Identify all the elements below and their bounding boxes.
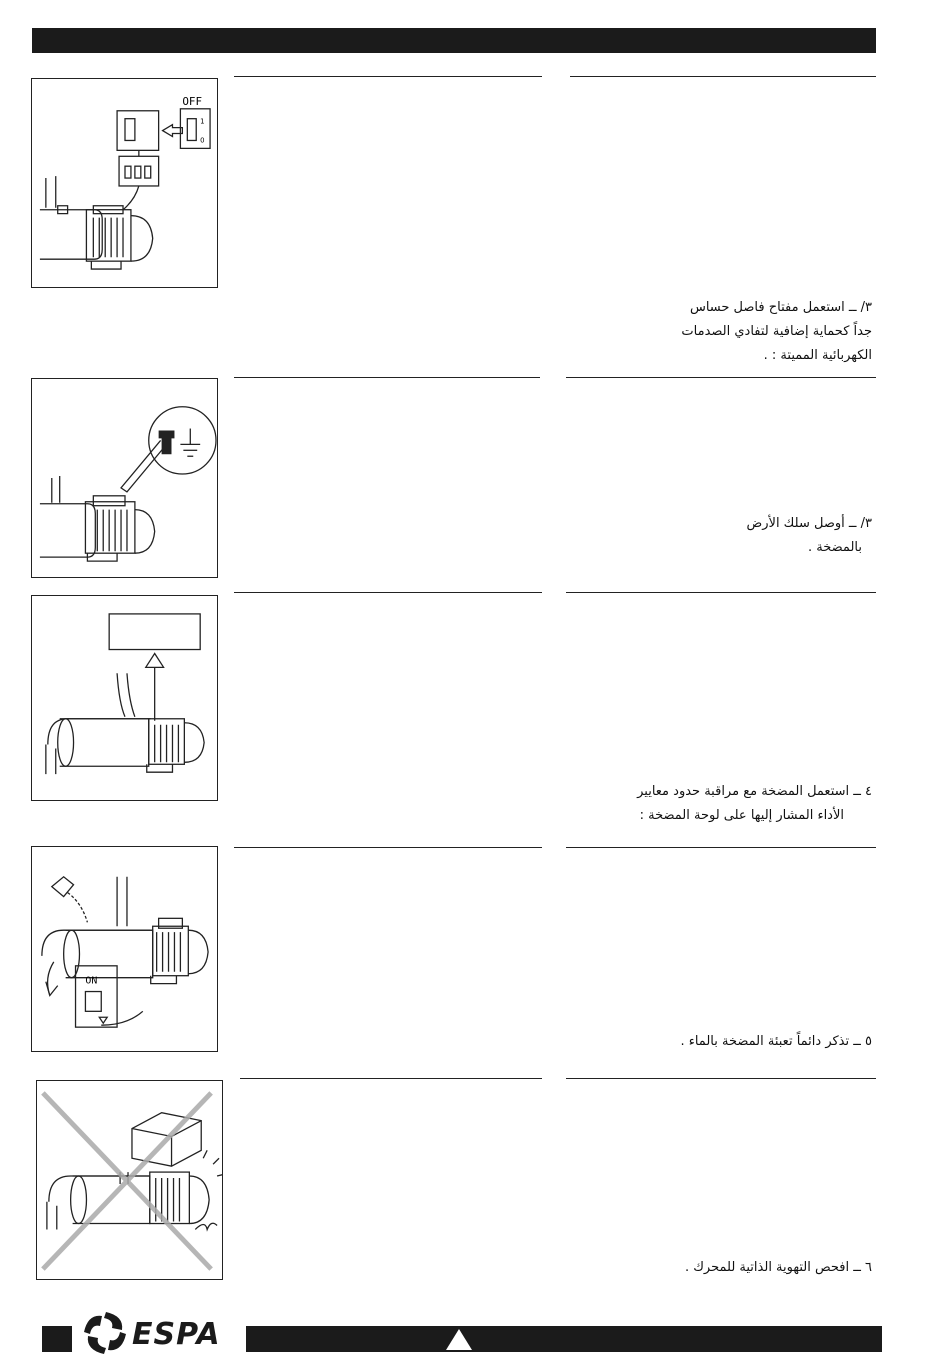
divider	[234, 377, 540, 378]
text-line: الأداء المشار إليها على لوحة المضخة :	[639, 808, 844, 823]
divider	[566, 1078, 876, 1079]
text-line: بالمضخة .	[808, 540, 862, 555]
divider	[240, 1078, 542, 1079]
text-line: ٣/ ــ أوصل سلك الأرض	[746, 516, 872, 531]
switch-off-label: OFF	[182, 94, 203, 108]
text-line: ٦ ــ افحص التهوية الذاتية للمحرك .	[684, 1260, 872, 1275]
section-3-text	[681, 296, 872, 368]
switch-off-mark: 0	[200, 136, 205, 145]
footer-square	[42, 1326, 72, 1352]
section-5-text	[637, 780, 872, 828]
footer-bar	[246, 1326, 882, 1352]
text-line: ٣/ ــ استعمل مفتاح فاصل حساس	[689, 300, 872, 315]
text-line: ٥ ــ تذكر دائماً تعبئة المضخة بالماء .	[680, 1034, 872, 1049]
text-line: جداً كحماية إضافية لتفادي الصدمات	[681, 324, 872, 339]
switch-on-mark: 1	[200, 117, 205, 126]
brand-name: ESPA	[132, 1317, 221, 1352]
divider	[566, 847, 876, 848]
text-line: ٤ ــ استعمل المضخة مع مراقبة حدود معايير	[637, 784, 872, 799]
divider	[566, 377, 876, 378]
section-4-text	[747, 512, 872, 560]
text-line: الكهربائية المميتة : .	[763, 348, 872, 363]
warning-triangle-icon	[444, 1326, 474, 1352]
figure-nameplate	[31, 595, 218, 801]
figure-priming	[31, 846, 218, 1052]
switch-on-label: ON	[85, 975, 98, 987]
divider	[234, 76, 542, 77]
figure-switch-off	[31, 78, 218, 288]
divider	[234, 847, 542, 848]
figure-ventilation	[36, 1080, 223, 1280]
section-6-text	[680, 1030, 872, 1054]
figure-earth-connection	[31, 378, 218, 578]
header-bar	[32, 28, 876, 53]
section-7-text	[685, 1256, 872, 1280]
divider	[570, 76, 876, 77]
divider	[234, 592, 542, 593]
divider	[566, 592, 876, 593]
